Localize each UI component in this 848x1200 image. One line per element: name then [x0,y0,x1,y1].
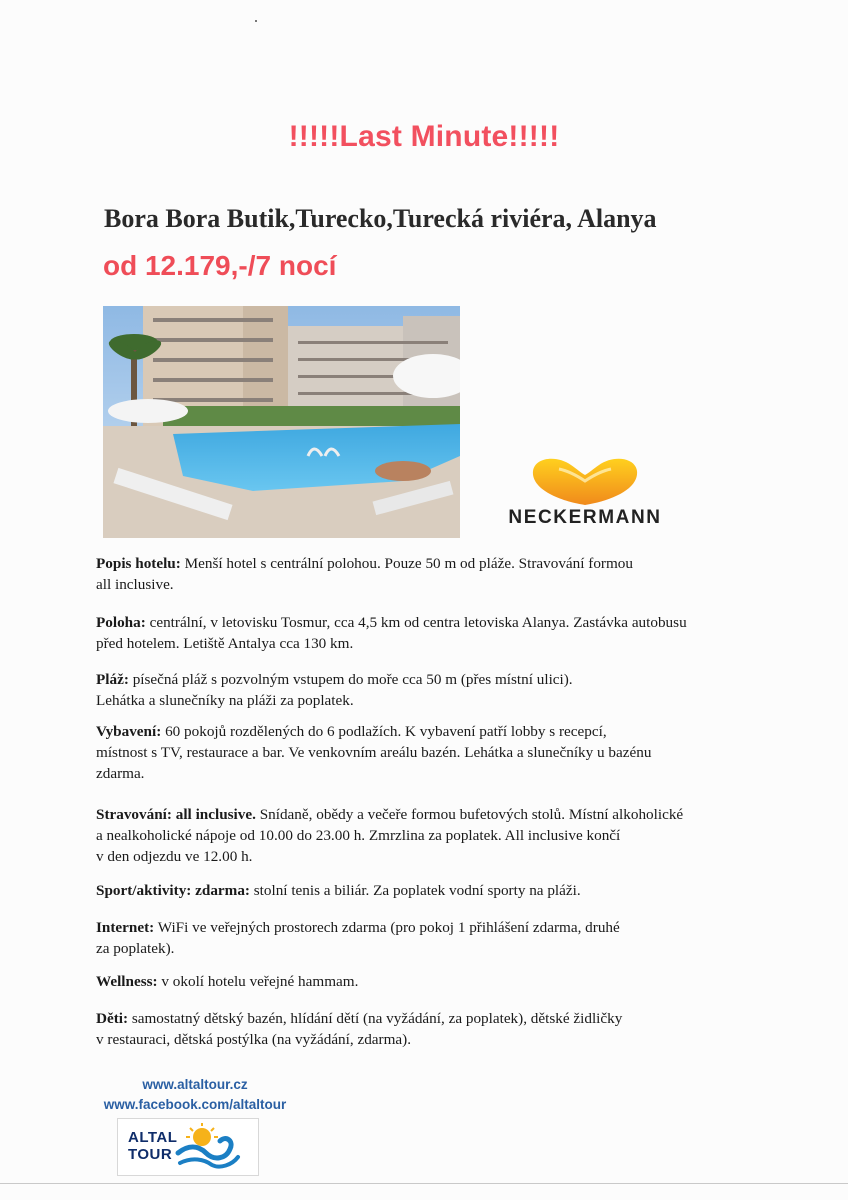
scan-edge [0,1183,848,1184]
section-sport: Sport/aktivity: zdarma: stolní tenis a biliár. Za poplatek vodní sporty na pláži. [96,882,581,899]
section-internet: Internet: WiFi ve veřejných prostorech zdarma (pro pokoj 1 přihlášení zdarma, druhé za poplatek). [96,919,620,957]
section-popis: Popis hotelu: Menší hotel s centrální polohou. Pouze 50 m od pláže. Stravování formou all inclusive. [96,555,633,593]
hotel-title: Bora Bora Butik,Turecko,Turecká riviéra, Alanya [104,204,657,233]
altal-tour-logo [117,1118,259,1176]
hotel-photo [103,306,460,538]
section-plaz: Pláž: písečná pláž s pozvolným vstupem do moře cca 50 m (přes místní ulici). Lehátka a slunečníky na pláži za poplatek. [96,671,573,709]
neckermann-heart-icon [529,455,641,507]
price: od 12.179,-/7 nocí [103,250,337,281]
headline: !!!!!Last Minute!!!!! [288,120,560,153]
website-link[interactable]: www.altaltour.cz [142,1077,248,1092]
section-wellness: Wellness: v okolí hotelu veřejné hammam. [96,973,359,990]
sun-wave-icon [174,1123,244,1173]
contact-links [90,1075,300,1115]
section-stravovani: Stravování: all inclusive. Snídaně, obědy a večeře formou bufetových stolů. Místní alkoholické a nealkoholické nápoje od 10.00 do 23.00 h. Zmrzlina za poplatek. All inclusive končí v den odjezdu ve 12.00 h. [96,806,684,865]
altal-logo-line1: ALTAL [128,1129,178,1146]
section-poloha: Poloha: centrální, v letovisku Tosmur, cca 4,5 km od centra letoviska Alanya. Zastávka autobusu před hotelem. Letiště Antalya cca 130 km. [96,614,687,652]
section-vybaveni: Vybavení: 60 pokojů rozdělených do 6 podlažích. K vybavení patří lobby s recepcí, místnost s TV, restaurace a bar. Ve venkovním areálu bazén. Lehátka a slunečníky u bazénu zdarma. [96,723,652,782]
scan-speck [255,20,257,22]
section-deti: Děti: samostatný dětský bazén, hlídání dětí (na vyžádání, za poplatek), dětské židličky v restauraci, dětská postýlka (na vyžádání, zdarma). [96,1010,623,1048]
facebook-link[interactable]: www.facebook.com/altaltour [103,1097,287,1112]
neckermann-wordmark: NECKERMANN [508,507,662,528]
neckermann-logo [482,455,688,530]
altal-logo-line2: TOUR [128,1146,173,1163]
